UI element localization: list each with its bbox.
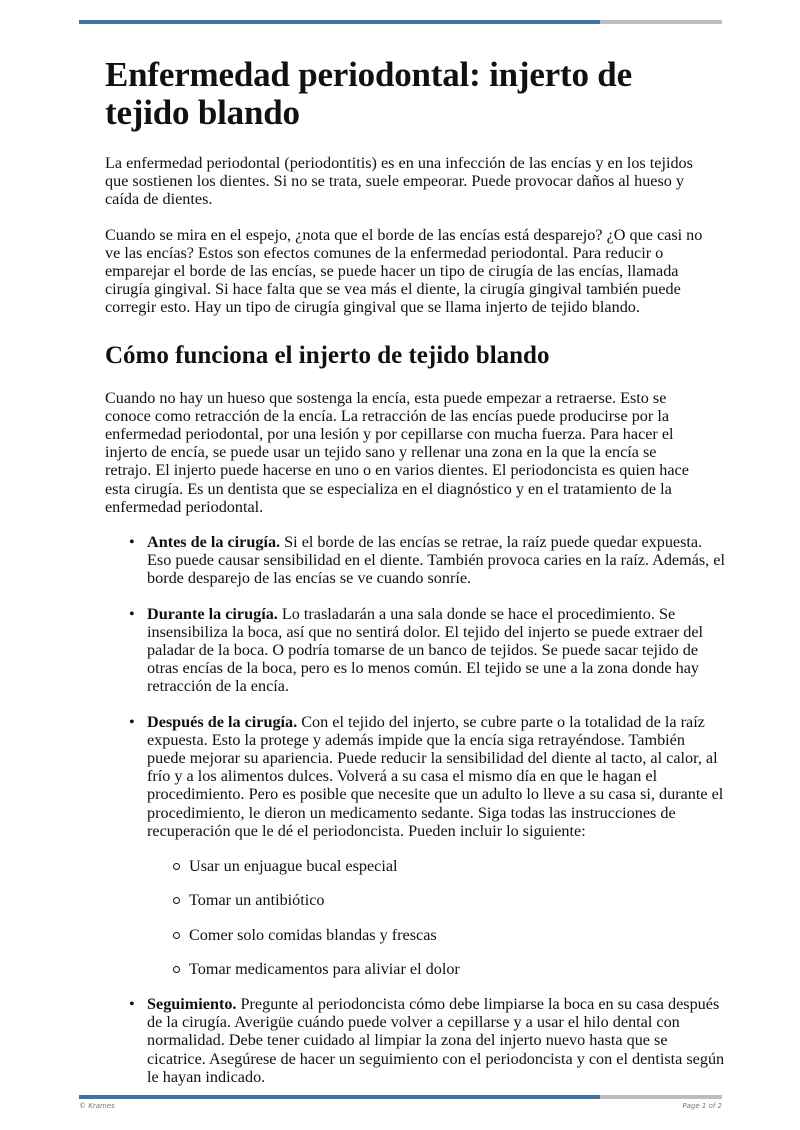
steps-list <box>105 533 725 1086</box>
intro-paragraph: Cuando se mira en el espejo, ¿nota que el borde de las encías está desparejo? ¿O que casi no ve las encías? Estos son efectos comunes de la enfermedad periodontal. Para reducir o emparejar el borde de las encías, se puede hacer un tipo de cirugía de las encías, llamada cirugía gingival. Si hace falta que se vea más el diente, la cirugía gingival también puede corregir esto. Hay un tipo de cirugía gingival que se llama injerto de tejido blando. <box>105 225 703 317</box>
list-item-follow-up <box>129 995 727 1086</box>
footer-progress-fill <box>79 1095 600 1099</box>
item-text: Con el tejido del injerto, se cubre parte o la totalidad de la raíz expuesta. Esto la protege y además impide que la encía siga retrayéndose. También puede mejorar su apariencia. Puede reducir la sensibilidad del diente al tacto, al calor, al frío y a los alimentos dulces. Volverá a su casa el mismo día en que le hagan el procedimiento. Pero es posible que necesite que un adulto lo lleve a su casa si, durante el procedimiento, le dieron un medicamento sedante. Siga todas las instrucciones de recuperación que le dé el periodoncista. Pueden incluir lo siguiente: <box>147 712 724 840</box>
footer-copyright: © Krames <box>79 1102 115 1110</box>
item-text: Lo trasladarán a una sala donde se hace el procedimiento. Se insensibiliza la boca, así que no sentirá dolor. El tejido del injerto se puede extraer del paladar de la boca. O podría tomarse de un banco de tejidos. Se puede sacar tejido de otras encías de la boca, pero es lo menos común. El tejido se une a la zona donde hay retracción de la encía. <box>147 604 704 696</box>
circle-bullet-icon <box>173 863 180 870</box>
footer-progress-bar <box>79 1095 722 1099</box>
intro-paragraph: La enfermedad periodontal (periodontitis) es en una infección de las encías y en los tejidos que sostienen los dientes. Si no se trata, suele empeorar. Puede provocar daños al hueso y caída de dientes. <box>105 154 693 209</box>
list-item-after-surgery <box>129 713 727 978</box>
header-progress-bar <box>79 20 722 24</box>
sub-list-item: Comer solo comidas blandas y frescas <box>173 926 753 944</box>
bullet-icon: • <box>129 994 135 1013</box>
circle-bullet-icon <box>173 966 180 973</box>
recovery-instructions-list <box>147 857 727 978</box>
bullet-icon: • <box>129 604 135 623</box>
section-heading: Cómo funciona el injerto de tejido blando <box>105 341 550 369</box>
sub-list-item: Usar un enjuague bucal especial <box>173 857 753 875</box>
circle-bullet-icon <box>173 932 180 939</box>
bullet-icon: • <box>129 533 135 552</box>
list-item-before-surgery <box>129 533 727 588</box>
page-title: Enfermedad periodontal: injerto de tejido blando <box>105 55 632 132</box>
item-lead: Antes de la cirugía. <box>147 533 281 552</box>
list-item-during-surgery <box>129 605 727 696</box>
bullet-icon: • <box>129 712 135 731</box>
sub-list-item: Tomar medicamentos para aliviar el dolor <box>173 960 753 978</box>
item-lead: Después de la cirugía. <box>147 712 298 731</box>
header-progress-fill <box>79 20 600 24</box>
item-text: Si el borde de las encías se retrae, la raíz puede quedar expuesta. Eso puede causar sensibilidad en el diente. También provoca caries en la raíz. Además, el borde desparejo de las encías se ve cuando sonríe. <box>147 533 725 588</box>
footer-page-number: Page 1 of 2 <box>682 1102 722 1110</box>
circle-bullet-icon <box>173 897 180 904</box>
section-paragraph: Cuando no hay un hueso que sostenga la encía, esta puede empezar a retraerse. Esto se conoce como retracción de la encía. La retracción de las encías puede producirse por la enfermedad periodontal, por una lesión y por cepillarse con mucha fuerza. Para hacer el injerto de encía, se puede usar un tejido sano y rellenar una zona en la que la encía se retrajo. El injerto puede hacerse en uno o en varios dientes. El periodoncista es quien hace esta cirugía. Es un dentista que se especializa en el diagnóstico y en el tratamiento de la enfermedad periodontal. <box>105 388 689 516</box>
item-text: Pregunte al periodoncista cómo debe limpiarse la boca en su casa después de la cirugía. Averigüe cuándo puede volver a cepillarse y a usar el hilo dental con normalidad. Debe tener cuidado al limpiar la zona del injerto nuevo hasta que se cicatrice. Asegúrese de hacer un seguimiento con el periodoncista y con el dentista según le hayan indicado. <box>147 994 725 1086</box>
item-lead: Durante la cirugía. <box>147 604 278 623</box>
sub-list-item: Tomar un antibiótico <box>173 891 753 909</box>
item-lead: Seguimiento. <box>147 994 237 1013</box>
document-body <box>105 55 725 1103</box>
